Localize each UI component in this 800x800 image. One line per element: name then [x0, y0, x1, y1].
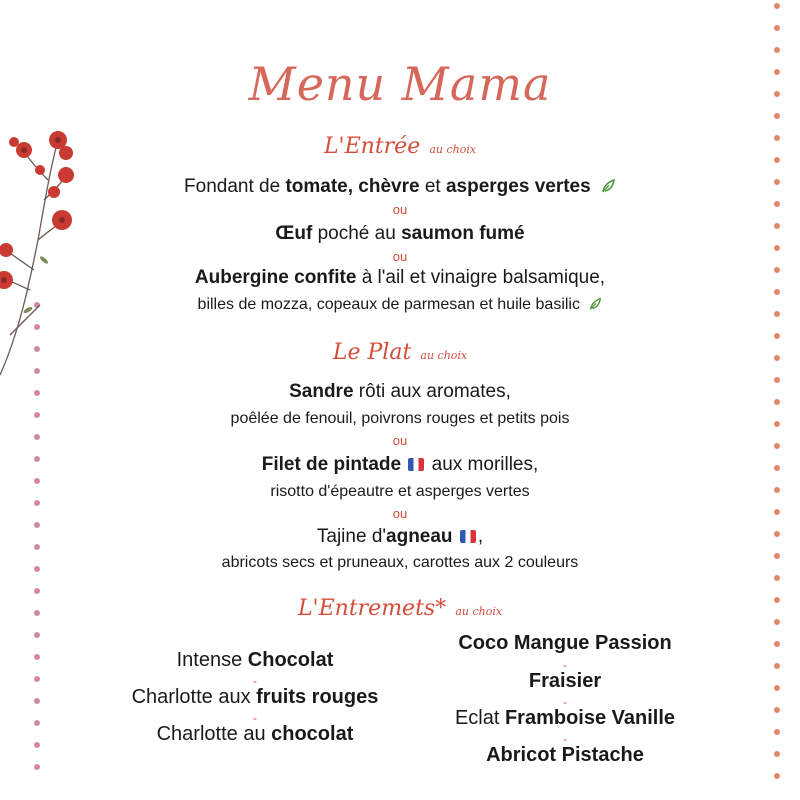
border-dot [774, 355, 780, 361]
plat-option-1: Sandre rôti aux aromates, [289, 381, 511, 402]
border-dot [774, 3, 780, 9]
border-dot [774, 157, 780, 163]
leaf-icon [588, 297, 602, 311]
border-dot [774, 597, 780, 603]
plat-option-2: Filet de pintade aux morilles, [261, 454, 539, 475]
dessert-item: Eclat Framboise Vanille [454, 707, 676, 729]
border-dot [774, 113, 780, 119]
border-dot [774, 377, 780, 383]
border-dot [774, 685, 780, 691]
border-dot [34, 456, 40, 462]
or-separator: ou [392, 506, 408, 521]
border-dot [774, 663, 780, 669]
border-dot [34, 412, 40, 418]
border-dot [774, 267, 780, 273]
french-flag-icon [460, 530, 476, 543]
entree-heading-label: L'Entrée [323, 134, 421, 159]
plat-option-3: Tajine d'agneau , [316, 526, 484, 547]
plat-option-2-detail: risotto d'épeautre et asperges vertes [270, 483, 530, 500]
border-dot [34, 390, 40, 396]
entree-option-3: Aubergine confite à l'ail et vinaigre balsamique, [194, 267, 606, 288]
border-dot [774, 729, 780, 735]
dessert-separator: - [563, 658, 567, 672]
french-flag-icon [408, 458, 424, 471]
border-dot [34, 764, 40, 770]
border-dot [774, 707, 780, 713]
border-dot [774, 25, 780, 31]
border-dot [34, 588, 40, 594]
border-dot [774, 509, 780, 515]
entremets-heading-suffix: au choix [455, 605, 503, 618]
dessert-item: Charlotte au chocolat [156, 723, 354, 745]
border-dot [774, 641, 780, 647]
border-dot [774, 487, 780, 493]
plat-option-1-detail: poêlée de fenouil, poivrons rouges et petits pois [230, 410, 570, 427]
or-separator: ou [392, 202, 408, 217]
border-dot [34, 698, 40, 704]
entremets-heading [100, 596, 700, 621]
border-dot [774, 751, 780, 757]
border-dot [774, 69, 780, 75]
leaf-icon [600, 178, 616, 194]
dessert-separator: - [253, 674, 257, 688]
border-dot [774, 289, 780, 295]
border-dot [774, 553, 780, 559]
border-dot [34, 632, 40, 638]
border-dot [34, 544, 40, 550]
border-dot [34, 434, 40, 440]
or-separator: ou [392, 249, 408, 264]
border-dot [774, 311, 780, 317]
plat-heading-label: Le Plat [332, 340, 412, 365]
border-dot [34, 500, 40, 506]
border-dot [34, 654, 40, 660]
entree-option-2: Œuf poché au saumon fumé [275, 223, 525, 244]
border-dot [774, 201, 780, 207]
border-dot [774, 465, 780, 471]
plat-option-3-detail: abricots secs et pruneaux, carottes aux 2 couleurs [221, 554, 579, 571]
menu-title: Menu Mama [248, 57, 552, 111]
border-dot [34, 742, 40, 748]
border-dot [774, 179, 780, 185]
or-separator: ou [392, 433, 408, 448]
border-dot [34, 676, 40, 682]
right-dotted-border [774, 3, 782, 795]
entree-option-3-detail: billes de mozza, copeaux de parmesan et huile basilic [100, 295, 700, 315]
border-dot [774, 47, 780, 53]
border-dot [774, 245, 780, 251]
border-dot [34, 610, 40, 616]
entremets-heading-label: L'Entremets* [297, 596, 447, 621]
border-dot [774, 443, 780, 449]
flower-illustration [0, 120, 90, 390]
border-dot [774, 399, 780, 405]
border-dot [34, 566, 40, 572]
dessert-item: Charlotte aux fruits rouges [131, 686, 379, 708]
border-dot [774, 421, 780, 427]
dessert-item: Fraisier [528, 670, 602, 692]
dessert-item: Intense Chocolat [176, 649, 334, 671]
dessert-separator: - [563, 732, 567, 746]
dessert-item: Abricot Pistache [486, 744, 644, 766]
dessert-separator: - [563, 695, 567, 709]
plat-heading-suffix: au choix [420, 349, 468, 362]
border-dot [774, 619, 780, 625]
border-dot [774, 773, 780, 779]
entree-heading-suffix: au choix [429, 143, 477, 156]
entree-heading [100, 134, 700, 159]
border-dot [774, 531, 780, 537]
dessert-separator: - [253, 711, 257, 725]
border-dot [774, 575, 780, 581]
border-dot [774, 223, 780, 229]
plat-heading [100, 340, 700, 365]
border-dot [774, 135, 780, 141]
border-dot [774, 91, 780, 97]
border-dot [774, 333, 780, 339]
border-dot [34, 720, 40, 726]
border-dot [34, 522, 40, 528]
entree-option-1: Fondant de tomate, chèvre et asperges vertes [100, 175, 700, 199]
border-dot [34, 478, 40, 484]
dessert-item: Coco Mangue Passion [458, 632, 672, 654]
